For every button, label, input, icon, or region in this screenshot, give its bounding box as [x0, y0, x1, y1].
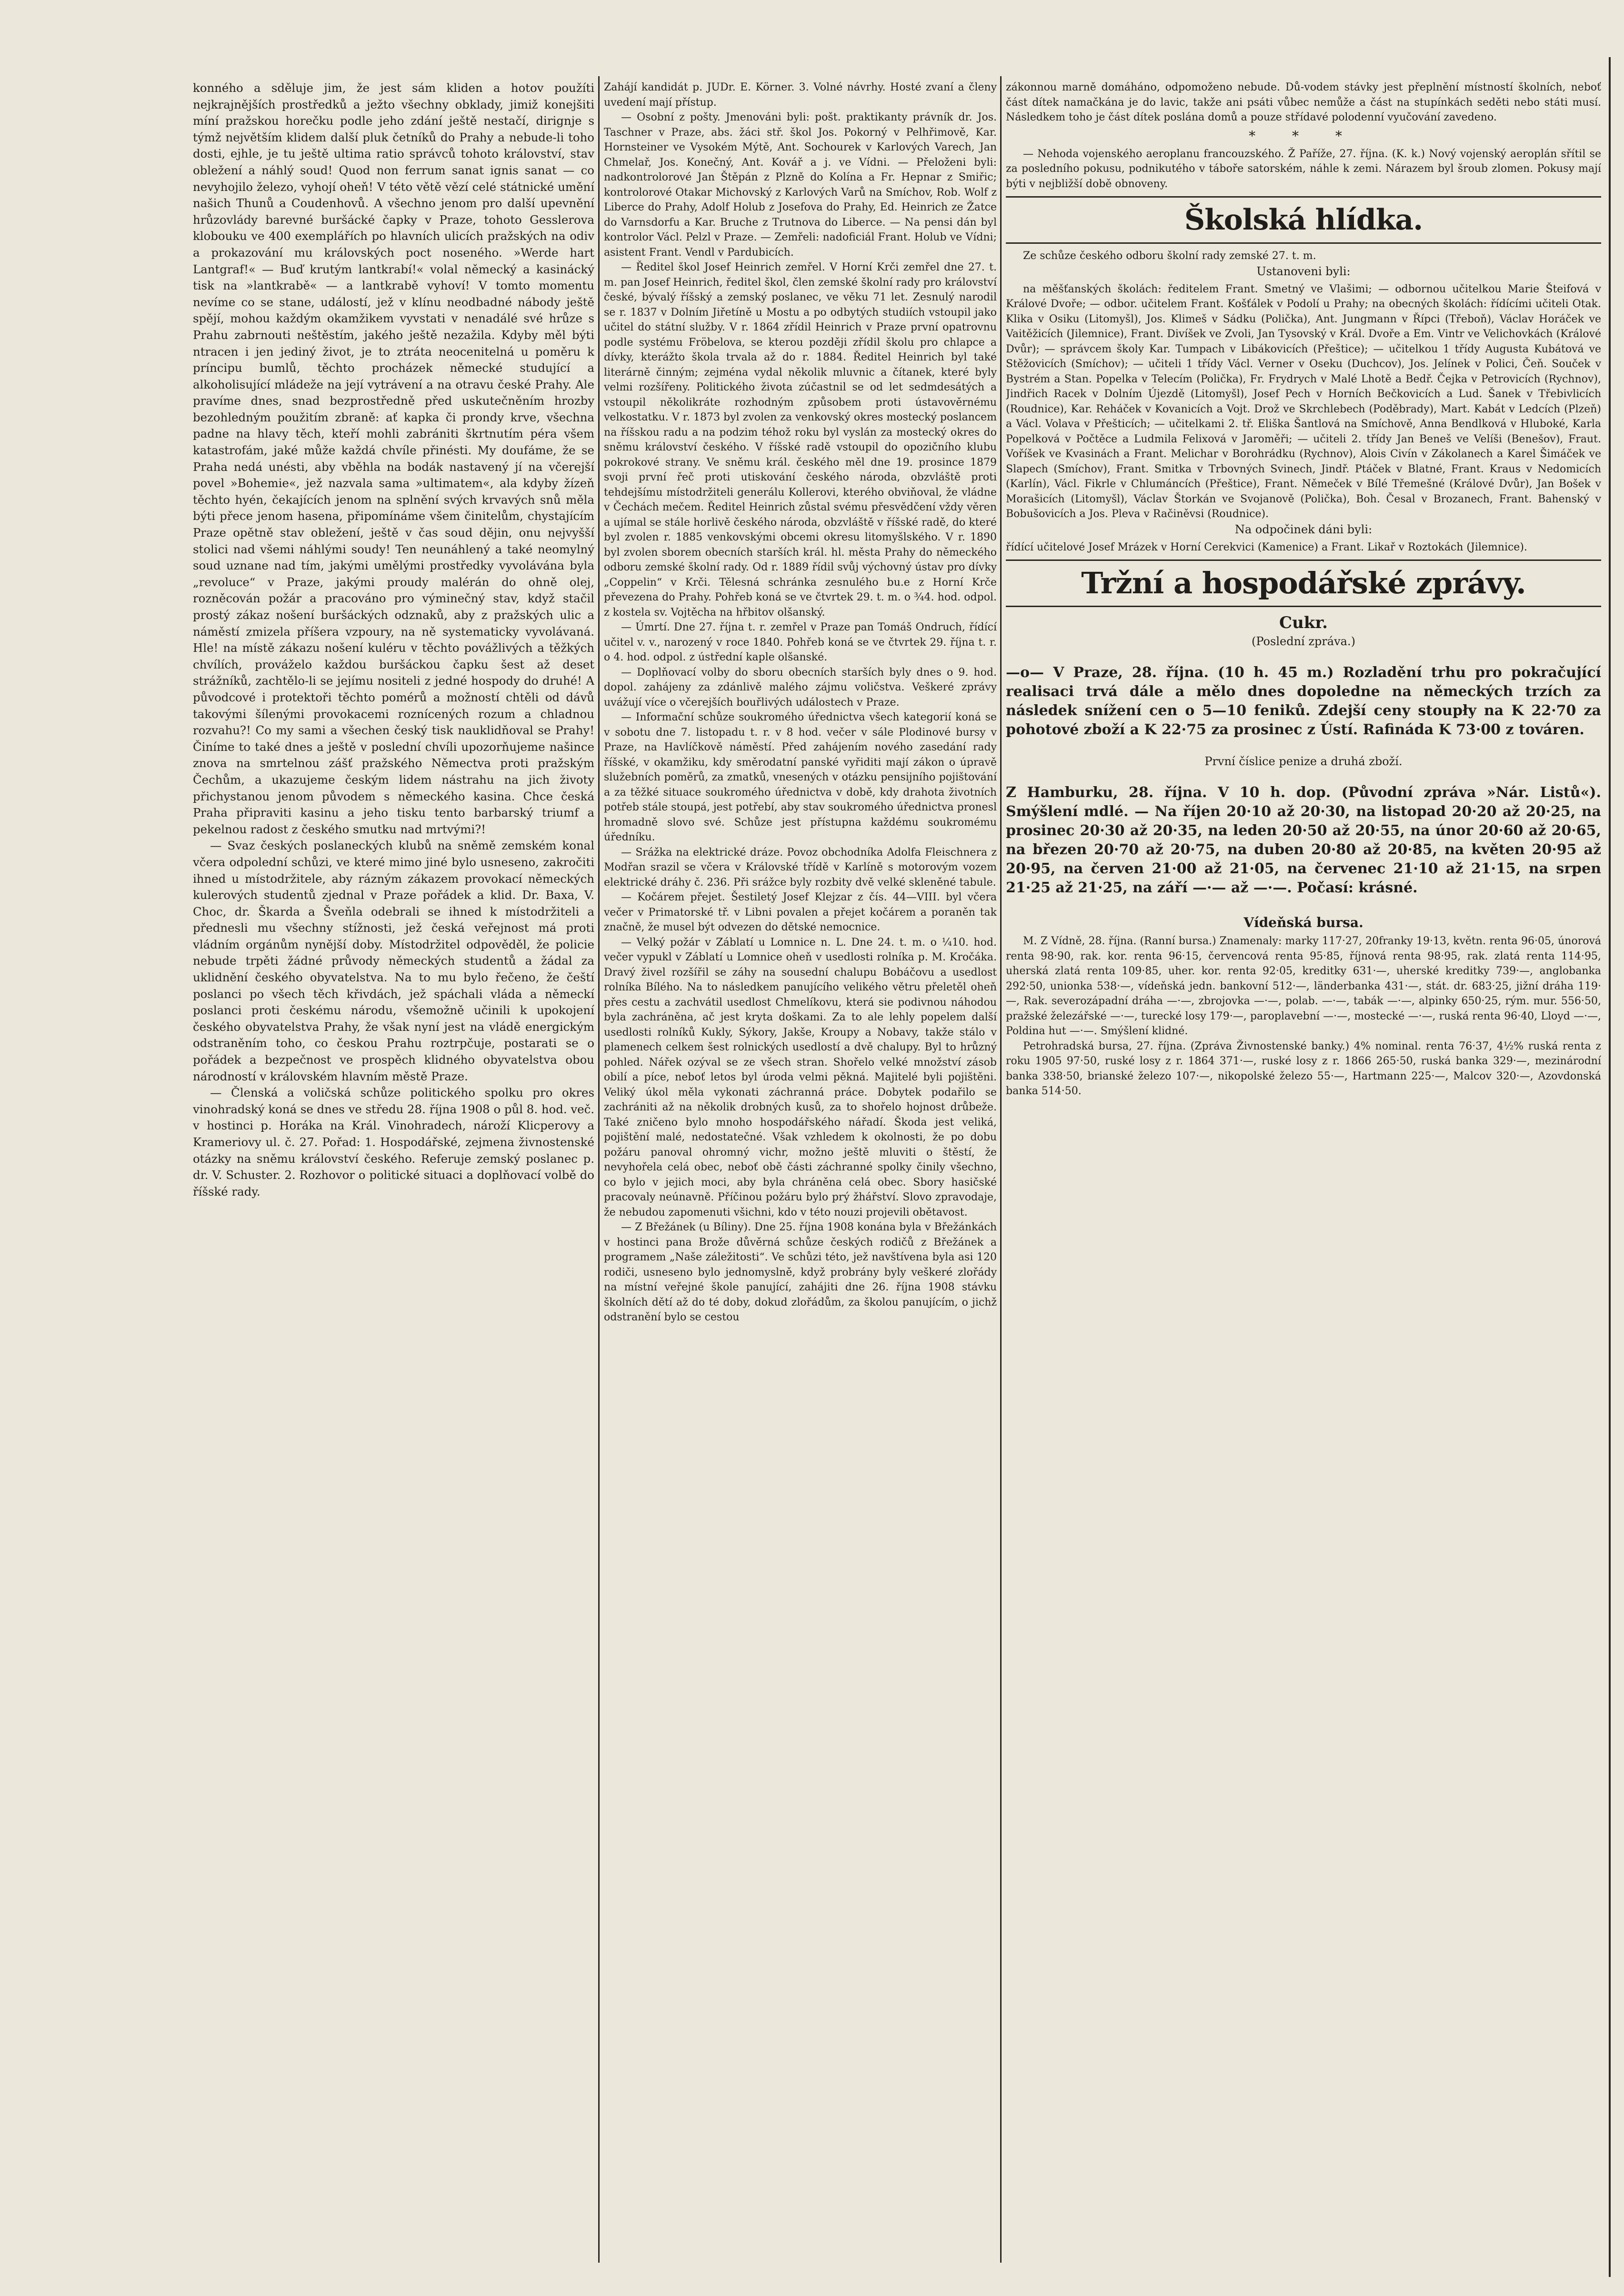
section-divider	[1006, 559, 1601, 561]
article-tram-collision: — Srážka na elektrické dráze. Povoz obchodníka Adolfa Fleischnera z Modřan srazil se včera v Královské třídě v Karlíně s motorovým vozem elektrické dráhy č. 236. Při srážce byly rozbity dvě velké skleněné tabule.	[604, 846, 997, 888]
column-rule-right	[1000, 76, 1002, 2263]
article-political-meeting: — Členská a voličská schůze politického spolku pro okres vinohradský koná se dnes ve středu 28. října 1908 o půl 8. hod. več. v hostinci p. Horáka na Král. Vinohradech, nároží Klicperovy a Krameriovy ul. č. 27. Pořad: 1. Hospodářské, zejmena živnostenské otázky na sněmu království českého. Referuje zemský poslanec p. dr. V. Schuster. 2. Rozhovor o politické situaci a doplňovací volbě do říšské rady.	[193, 1086, 594, 1198]
page-edge-rule	[1609, 57, 1611, 2277]
article-carriage-accident: — Kočárem přejet. Šestiletý Josef Klejzar z čís. 44—VIII. byl včera večer v Primatorské tř. v Libni povalen a přejet kočárem a poraněn tak značně, že musel být odvezen do dětské nemocnice.	[604, 891, 997, 933]
school-appointments: na měšťanských školách: ředitelem Frant. Smetný ve Vlašimi; — odbornou učitelkou Marie Šteifová v Králové Dvoře; — odbor. učitelem Frant. Košťálek v Podolí u Prahy; na obecných školách: řídícími učiteli Otak. Klika v Osiku (Litomyšl), Jos. Klimeš v Sádku (Polička), Ant. Jungmann v Řípci (Třeboň), Václav Horáček ve Vaitěžicích (Jilemnice), Frant. Divíšek ve Zvoli, Jan Tysovský v Král. Dvoře a Em. Vintr ve Velichovkách (Králové Dvůr); — správcem školy Kar. Tumpach v Libákovicích (Přeštice); — učitelkou 1 třídy Augusta Kubátová ve Stěžovicích (Smíchov); — učiteli 1 třídy Václ. Verner v Oseku (Duchcov), Jos. Jelínek v Polici, Čeň. Souček v Bystrém a Stan. Popelka v Telecím (Polička), Fr. Frydrych v Malé Lhotě a Bedř. Čejka v Petrovicích (Rychnov), Jindřich Racek v Dolním Újezdě (Litomyšl), Josef Pech v Horních Bečkovicích a Lud. Šanek v Třebivlicích (Roudnice), Kar. Reháček v Kovanicích a Vojt. Drož ve Skrchlebech (Poděbrady), Mart. Kabát v Ledcích (Plzeň) a Václ. Volava v Přešticích; — učitelkami 2. tř. Eliška Šantlová na Smíchově, Anna Bendlková v Hluboké, Karla Popelková v Počtěce a Ludmila Felixová v Jaroměři; — učiteli 2. třídy Jan Beneš ve Velíši (Benešov), Fraut. Voříšek ve Kvasinách a Frant. Melichar v Borohrádku (Rychnov), Alois Civín v Zákolanech a Karel Šimáček ve Slapech (Smíchov), Frant. Smitka v Trbovných Svinech, Jindř. Ptáček v Blatné, Frant. Kraus v Nedomicích (Karlín), Václ. Fikrle v Chlumáncích (Přeštice), Frant. Němeček v Bílé Třemešné (Králové Dvůr), Jan Bošek v Morašicích (Litomyšl), Václav Štorkán ve Svojanově (Polička), Boh. Česal v Brozanech, Frant. Bahenský v Bobušovicích a Jos. Pleva v Račiněvsi (Roudnice).	[1006, 283, 1601, 520]
article-post-office: — Osobní z pošty. Jmenováni byli: pošt. praktikanty právník dr. Jos. Taschner v Praze, abs. žáci stř. škol Jos. Pokorný v Pelhřimově, Kar. Hornsteiner ve Vysokém Mýtě, Ant. Sochourek v Karlových Varech, Jan Chmelař, Jos. Konečný, Ant. Kovář a j. ve Vídni. — Přeloženi byli: nadkontrolorové Jan Štěpán z Plzně do Kolína a Fr. Hepnar z Smiřic; kontrolorové Otakar Michovský z Karlových Varů na Smíchov, Rob. Wolf z Liberce do Prahy, Adolf Holub z Josefova do Prahy, Ed. Heinrich ze Žatce do Varnsdorfu a Kar. Bruche z Trutnova do Liberce. — Na pensi dán byl kontrolor Václ. Pelzl v Praze. — Zemřeli: nadoficiál Frant. Holub ve Vídni; asistent Frant. Vendl v Pardubicích.	[604, 111, 997, 259]
market-section-heading: Tržní a hospodářské zprávy.	[1081, 566, 1526, 600]
section-divider	[1006, 196, 1601, 198]
petrograd-bourse-report: Petrohradská bursa, 27. října. (Zpráva Živnostenské banky.) 4% nominal. renta 76·37, 4½% ruská renta z roku 1905 97·50, ruské losy z r. 1864 371·—, ruské losy z r. 1866 265·50, ruská banka 329·—, mezinárodní banka 338·50, brianské železo 107·—, nikopolské železo 55·—, Hartmann 225·—, Malcov 320·—, Azovdonská banka 514·50.	[1006, 1040, 1601, 1097]
article-fire-zablati: — Velký požár v Záblatí u Lomnice n. L. Dne 24. t. m. o ¼10. hod. večer vypukl v Záblatí u Lomnice oheň v usedlosti rolníka p. M. Kročáka. Dravý živel rozšířil se záhy na sousední chalupu Bobáčovu a usedlost rolníka Bílého. Na to následkem panujícího velikého větru přeletěl oheň přes cestu a zachvátil usedlost Chmelíkovu, která sie podivnou náhodou byla zachráněna, ač jest kryta doškami. Za to ale lehly popelem další usedlosti rolníků Kukly, Sýkory, Jakše, Kroupy a Nobavy, takže stálo v plamenech celkem šest rolnických usedlostí a dvě chalupy. Byl to hrůzný pohled. Nářek ozýval se ze všech stran. Shořelo velké množství zásob obilí a píce, neboť letos byl úroda velmi pěkná. Majitelé byli pojištěni. Veliký úkol měla vykonati záchranná práce. Dobytek podařilo se zachrániti až na několik drobných kusů, za to shořelo hojnost drůbeže. Také zničeno bylo mnoho hospodářského nářadí. Škoda jest veliká, pojištění malé, nedostatečné. Však vzhledem k okolnosti, že po dobu požáru panoval ohromný vichr, možno ještě mluviti o štěstí, že nevyhořela celá obec, neboť obě části záchranné spolky činily všechno, co bylo v jejich moci, aby byla chráněna celá obec. Sbory hasičské pracovaly neúnavně. Příčinou požáru bylo prý žhářství. Slovo zpravodaje, že nebudou zapomenuti všichni, kdo v této nouzi projevili obětavost.	[604, 936, 997, 1218]
sugar-report: —o— V Praze, 28. října. (10 h. 45 m.) Rozladění trhu pro pokračující realisaci trvá dále a mělo dnes dopoledne na německých trzích za následek snížení cen o 5—10 feniků. Zdejší ceny stoupły na K 22·70 za pohotové zboží a K 22·75 za prosinec z Ústí. Rafináda K 73·00 z továren.	[1006, 664, 1601, 738]
school-intro: Ze schůze českého odboru školní rady zemské 27. t. m.	[1023, 250, 1316, 262]
school-retirements: řídící učitelové Josef Mrázek v Horní Cerekvici (Kamenice) a Frant. Likař v Roztokách (Jilemnice).	[1006, 541, 1527, 553]
article-heinrich-obituary: — Ředitel škol Josef Heinrich zemřel. V Horní Krči zemřel dne 27. t. m. pan Josef Heinrich, ředitel škol, člen zemské školní rady pro království české, bývalý říšský a zemský poslanec, ve věku 71 let. Zesnulý narodil se r. 1837 v Dolním Jiřetíně u Mostu a po odbytých studiích vstoupil jako učitel do státní služby. V r. 1864 zřídil Heinrich v Praze první opatrovnu podle systému Fröbelova, se kterou později zřídil školu pro chlapce a dívky, kterážto škola trvala až do r. 1884. Ředitel Heinrich byl také literárně činným; zejména vydal několik mluvnic a čítanek, které byly velmi rozšířeny. Politického života zúčastnil se od let sedmdesátých a vstoupil několikráte rozhodným způsobem proti ústavověrnému velkostatku. V r. 1873 byl zvolen za venkovský okres mostecký poslancem na říšskou radu a na podzim téhož roku byl vyslán za mostecký okres do sněmu království českého. V říšské radě vstoupil do opozičního klubu pokrokové strany. Ve sněmu král. českého měl dne 19. prosince 1879 svoji první řeč proti utiskování českého národa, obzvláště proti tehdejšímu místodržiteli generálu Kollerovi, kterého obviňoval, že vládne v Čechách mečem. Ředitel Heinrich zůstal svému přesvědčení vždy věren a ujímal se stále horlivě českého národa, obzvláště v říšské radě, do které byl zvolen r. 1885 venkovskými obcemi okresu litomyšlského. V r. 1890 byl zvolen sborem obecních starších král. hl. města Prahy do německého odboru zemské školní rady. Od r. 1889 řídil svůj výchovný ústav pro dívky „Coppelin“ v Krči. Tělesná schránka zesnulého bu.e z Horní Krče převezena do Prahy. Pohřeb koná se ve čtvrtek 29. t. m. o ¾4. hod. odpol. z kostela sv. Vojtěcha na hřbitov olšanský.	[604, 261, 997, 619]
hamburg-report: Z Hamburku, 28. října. V 10 h. dop. (Původní zpráva »Nár. Listů«). Smýšlení mdlé. — Na říjen 20·10 až 20·30, na listopad 20·20 až 20·25, na prosinec 20·30 až 20·35, na leden 20·50 až 20·55, na únor 20·60 až 20·65, na březen 20·70 až 20·75, na duben 20·80 až 20·85, na květen 20·95 až 20·95, na červen 21·00 až 21·05, na červenec 21·10 až 21·15, na srpen 21·25 až 21·25, na září —·— až —·—. Počasí: krásné.	[1006, 784, 1601, 896]
column-1	[193, 80, 594, 2280]
school-retired-subheading: Na odpočinek dáni byli:	[1234, 522, 1373, 536]
column-2	[604, 80, 997, 2280]
section-separator-stars: * * *	[1249, 128, 1358, 144]
article-meeting-continued: Zahájí kandidát p. JUDr. E. Körner. 3. Volné návrhy. Hosté zvaní a členy uvedení mají přístup.	[604, 81, 997, 109]
article-prague-unrest: konného a sděluje jim, že jest sám kliden a hotov použíti nejkrajnějších prostředků a ježto všechny obklady, jimiž konejšiti míní pražskou horečku podle jeho zdání ještě nestačí, dirignje s týmž největším klidem další pluk četníků do Prahy a nebude-li toho dosti, ejhle, je tu ještě ultima ratio správců tohoto království, stav obležení a náhlý soud! Quod non ferrum sanat ignis sanat — co nevyhojilo železo, vyhojí oheň! V této větě vězí celé státnické umění našich Thunů a Coudenhovů. A všechno jenom pro další upevnění hrůzovlády barevné buršácké čapky v Praze, tohoto Gesslerova klobouku ve 400 exemplářích po hlavních ulicích pražských na odiv a prokazování mu královských poct noseného. »Werde hart Lantgraf!« — Buď krutým lantkrabí!« volal německý a kasinácký tisk na »lantkrabě« — a lantkrabě vyhoví! V tomto momentu nevíme co se stane, událostí, jež v klínu neodbadné nábody ještě spějí, mohou každým okamžikem vyvstati v nenadálé své hrůze s Prahu zabrnouti neštěstím, jakého ještě nezažila. Kdyby měl býti ntracen i jen jediný život, je to ztráta neocenitelná u poměru k príncipu bumlů, těchto procházek německé studující a alkoholisující mládeže na její vytrávení a na otravu české Prahy. Ale pravíme dnes, snad bezprostředně před uskutečněním hrozby bezohledným použitím zbraně: ať kapka či prondy krve, všechna padne na hlavy těch, kteří mohli zabrániti škrtnutím péra všem katastrofám, jaké může každá chvíle přinésti. My doufáme, že se Praha nedá unésti, aby vběhla na bodák nastavený jí na včerejší povel »Bohemie«, jež nazvala sama »ultimatem«, ala kdyby žízeň těchto hyén, čekajících jenom na splnění svých krvavých snů měla býti přece jenom hasena, připomínáme všem činitelům, chystajícím Praze opětně stav obležení, ještě v čas soud dějin, onu nejvyšší stolici nad všemi náhlými soudy! Ten neunáhlený a také neomylný soud uznane nad tím, jakými umělými prostředky vyvolávána byla „revoluce“ v Praze, jakými proudy malérán do ohně olej, rozněcován požár a pracováno pro výminečný stav, když stačil prostý zákaz nošení buršáckých odznaků, aby z pražských ulic a náměstí zmizela příšera vzpoury, na ně systematicky vyvolávaná. Hle! na místě zákazu nošení kuléru v těchto povážlivých a těžkých chvílích, prováželo každou buršáckou čapku šest až deset strážníků, zachtělo-li se jejímu nositeli z jedné hospody do druhé! A původcové i protektoři těchto pomérů a možností chtěli od dávů takovými šílenými provokacemi roznícených rozum a chladnou rozvahu?! Co my sami a všechen český tisk nauklidňoval se Prahy! Činíme to také dnes a ještě v poslední chvíli upozorňujeme našince znova na smrtelnou zášť pražského Němectva proti pražským Čechům, a ukazujeme českým lidem nástrahu na jich životy přichystanou jenom původem s německého kasina. Chce česká Praha připraviti kasinu a jeho tisku tento barbarský triumf a pekelnou radost z českého smutku nad mrtvými?!	[193, 81, 594, 836]
vienna-bourse-heading: Vídeňská bursa.	[1243, 915, 1363, 930]
section-divider	[1006, 606, 1601, 607]
article-clerks-meeting: — Informační schůze soukromého úřednictva všech kategorií koná se v sobotu dne 7. listopadu t. r. v 8 hod. večer v sále Plodinové bursy v Praze, na Havlíčkově náměstí. Před zahájením nového zasedání rady říšské, v okamžiku, kdy směrodatní panské vyřiditi mají zákon o úpravě služebních poměrů, za zmatků, vnesených v otázku pensijního pojištování a za těžké situace soukromého úřednictva v době, kdy drahota životních potřeb stále stoupá, jest potřebí, aby stav soukromého úřednictva pronesl hromadně slovo své. Schůze jest přístupna každému soukromému úředníku.	[604, 711, 997, 843]
article-brezanky-strike: — Z Břežánek (u Bíliny). Dne 25. října 1908 konána byla v Břežánkách v hostinci pana Brože důvěrná schůze českých rodičů z Břežánek a programem „Naše záležitosti“. Ve schůzi této, jež navštívena byla asi 120 rodiči, usneseno bylo jednomyslně, když probrány byly veškeré zlořády na místní veřejné škole panující, zahájiti dne 26. října 1908 stávku školních dětí až do té doby, dokud zlořádům, za školou panujícím, o jichž odstranění bylo se cestou	[604, 1221, 997, 1323]
sugar-heading: Cukr.	[1279, 613, 1328, 632]
article-strike-continued: zákonnou marně domáháno, odpomoženo nebude. Dů-vodem stávky jest přeplnění místností školních, neboť část dítek namačkána je do lavic, takže ani psáti vůbec nemůže a část na stupínkách seděti nebo státi musí. Následkem toho je část dítek poslána domů a pouze střídavé polodenní vyučování zavedeno.	[1006, 81, 1601, 123]
article-supplementary-elections: — Doplňovací volby do sboru obecních starších byly dnes o 9. hod. dopol. zahájeny za zdánlivě malého zájmu voličstva. Veškeré zprávy uvážují více o včerejších bouřlivých událostech v Praze.	[604, 666, 997, 709]
column-rule-left	[598, 76, 600, 2263]
school-section-heading: Školská hlídka.	[1184, 203, 1423, 237]
article-aeroplane-accident: — Nehoda vojenského aeroplanu francouzského. Ž Paříže, 27. října. (K. k.) Nový vojenský aeroplán sřítil se za posledního pokusu, podnikutého v táboře satorském, náhle k zemi. Nárazem byl šroub zlomen. Pokusy mají býti v nejbližší době obnoveny.	[1006, 148, 1601, 190]
section-divider	[1006, 242, 1601, 244]
vienna-bourse-report: M. Z Vídně, 28. října. (Ranní bursa.) Znamenaly: marky 117·27, 20franky 19·13, květn. renta 96·05, únorová renta 98·90, rak. kor. renta 96·15, červencová renta 95·85, říjnová renta 98·95, rak. zlatá renta 114·95, uherská zlatá renta 109·85, uher. kor. renta 92·05, kreditky 631·—, uherské kreditky 739·—, anglobanka 292·50, unionka 538·—, vídeňská jedn. bankovní 512·—, länderbanka 431·—, stát. dr. 683·25, jižní dráha 119·—, Rak. severozápadní dráha —·—, zbrojovka —·—, polab. —·—, tabák —·—, alpinky 650·25, rým. mur. 556·50, pražské železářské —·—, turecké losy 179·—, paroplavební —·—, mostecké —·—, ruská renta 96·40, Lloyd —·—, Poldina hut —·—. Smýšlení klidné.	[1006, 935, 1601, 1037]
article-ondruch-death: — Úmrtí. Dne 27. října t. r. zemřel v Praze pan Tomáš Ondruch, řídící učitel v. v., narozený v roce 1840. Pohřeb koná se ve čtvrtek 29. října t. r. o 4. hod. odpol. z ústřední kaple olšanské.	[604, 621, 997, 663]
sugar-subheading: (Poslední zpráva.)	[1252, 635, 1355, 648]
column-3	[1006, 80, 1601, 2280]
article-parliamentary-clubs: — Svaz českých poslaneckých klubů na sněmě zemském konal včera odpolední schůzi, ve které mimo jiné bylo usneseno, zakročiti ihned u místodržitele, aby rázným zákazem provokací německých kulerových studentů zjednal v Praze pořádek a klid. Dr. Baxa, V. Choc, dr. Škarda a Šveňla odebrali se ihned k místodržiteli a přednesli mu všechny stížnosti, jež česká veřejnost má proti vládním orgánům nynější doby. Místodržitel odpověděl, že policie nebude trpěti žádné průvody německých studentů a žádal za uklidnění českého obyvatelstva. Na to mu bylo řečeno, že čeští poslanci po všech těch křivdách, jež spáchali vláda a německí poslanci proti českému národu, všemožně učinili k upokojení českého obyvatelstva Prahy, že však nyní jest na vládě energickým odstraněním toho, co českou Prahu roztrpčuje, postarati se o pořádek a bezpečnost ve prospěch klidného obyvatelstva obou národností v královském hlavním městě Praze.	[193, 839, 594, 1083]
school-appointed-subheading: Ustanoveni byli:	[1256, 264, 1351, 278]
hamburg-note: První číslice penize a druhá zboží.	[1204, 755, 1403, 768]
